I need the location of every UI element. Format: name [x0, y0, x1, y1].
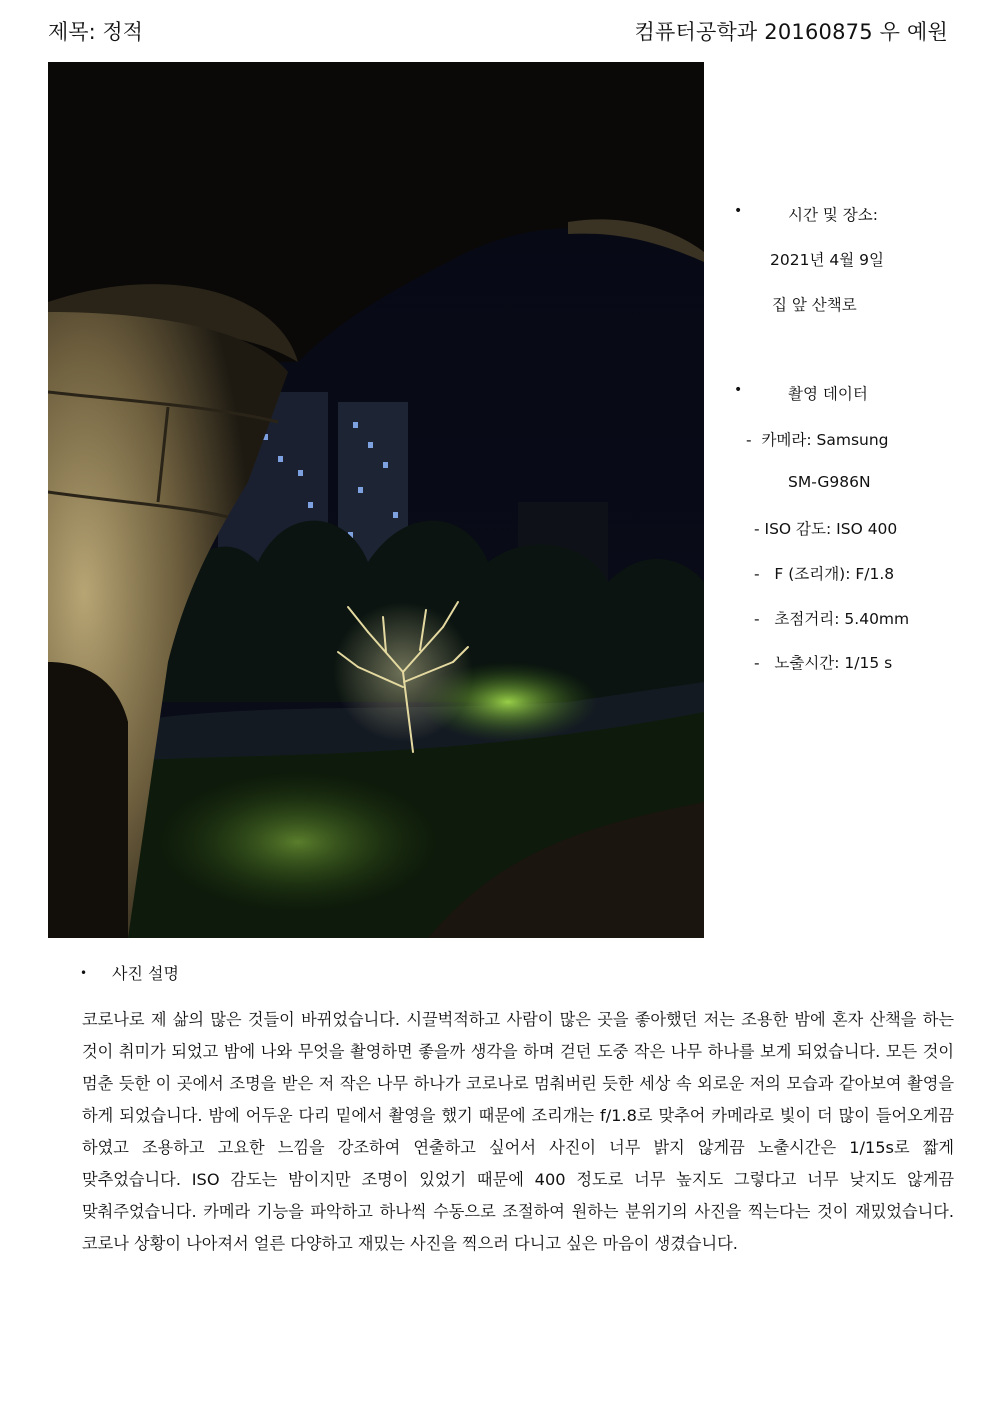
document-title: 제목: 정적: [48, 20, 143, 44]
night-photo-image: [48, 62, 704, 938]
description-heading: 사진 설명: [112, 964, 179, 983]
time-place-heading: 시간 및 장소:: [788, 206, 878, 224]
bullet: •: [80, 966, 88, 980]
shooting-data-heading: 촬영 데이터: [788, 385, 868, 403]
description-heading-row: [80, 961, 179, 984]
aperture-info: - F (조리개): F/1.8: [754, 565, 895, 583]
camera-model: SM-G986N: [788, 473, 871, 491]
bullet: •: [734, 203, 743, 219]
bullet: •: [734, 382, 743, 398]
iso-info: - ISO 감도: ISO 400: [754, 520, 898, 538]
exposure-info: - 노출시간: 1/15 s: [754, 654, 893, 672]
camera-info: - 카메라: Samsung: [746, 431, 889, 449]
shooting-date: 2021년 4월 9일: [770, 251, 884, 269]
shooting-place: 집 앞 산책로: [772, 296, 857, 314]
author-info: 컴퓨터공학과 20160875 우 예원: [634, 20, 948, 44]
description-paragraph: 코로나로 제 삶의 많은 것들이 바뀌었습니다. 시끌벅적하고 사람이 많은 곳을 좋아했던 저는 조용한 밤에 혼자 산책을 하는 것이 취미가 되었고 밤에 나와 무엇을 촬영하면 좋을까 생각을 하며 걷던 도중 작은 나무 하나를 보게 되었습니다. 모든 것이 멈춘 듯한 이 곳에서 조명을 받은 저 작은 나무 하나가 코로나로 멈춰버린 듯한 세상 속 외로운 저의 모습과 같아보여 촬영을 하게 되었습니다. 밤에 어두운 다리 밑에서 촬영을 했기 때문에 조리개는 f/1.8로 맞추어 카메라로 빛이 더 많이 들어오게끔 하였고 조용하고 고요한 느낌을 강조하여 연출하고 싶어서 사진이 너무 밝지 않게끔 노출시간은 1/15s로 짧게 맞추었습니다. ISO 감도는 밤이지만 조명이 있었기 때문에 400 정도로 너무 높지도 그렇다고 너무 낮지도 않게끔 맞춰주었습니다. 카메라 기능을 파악하고 하나씩 수동으로 조절하여 원하는 분위기의 사진을 찍는다는 것이 재밌었습니다. 코로나 상황이 나아져서 얼른 다양하고 재밌는 사진을 찍으러 다니고 싶은 마음이 생겼습니다.: [82, 1010, 954, 1253]
night-photo: [48, 62, 704, 938]
focal-length-info: - 초점거리: 5.40mm: [754, 610, 910, 628]
